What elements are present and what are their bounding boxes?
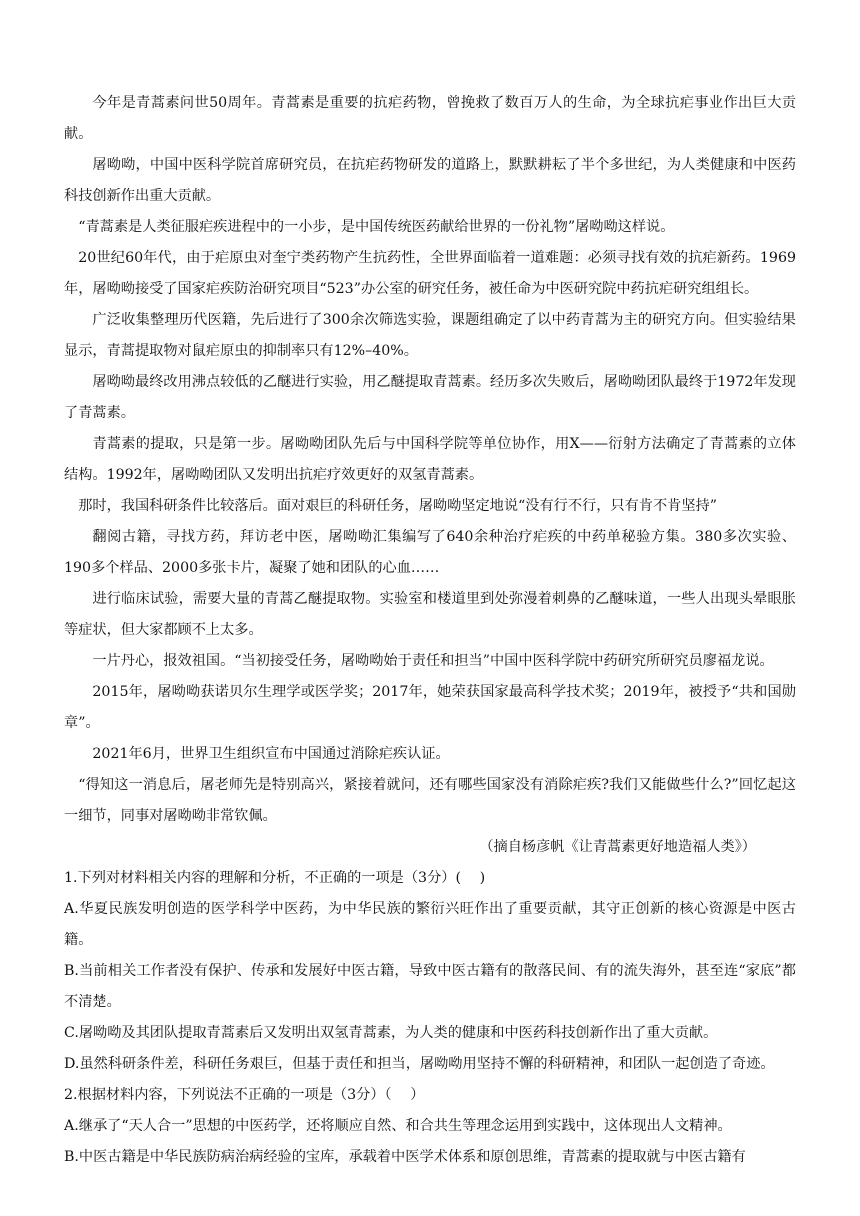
paragraph-awards: 2015年，屠呦呦获诺贝尔生理学或医学奖；2017年，她荣获国家最高科学技术奖；2019年，被授予“共和国勋章”。 <box>64 684 796 731</box>
paragraph-ether: 屠呦呦最终改用沸点较低的乙醚进行实验，用乙醚提取青蒿素。经历多次失败后，屠呦呦团队最终于1972年发现了青蒿素。 <box>64 374 796 421</box>
paragraph-conditions: 那时，我国科研条件比较落后。面对艰巨的科研任务，屠呦呦坚定地说“没有行不行，只有肯不肯坚持” <box>78 498 717 514</box>
paragraph-ancient-books: 翻阅古籍，寻找方药，拜访老中医，屠呦呦汇集编写了640余种治疗疟疾的中药单秘验方集。380多次实验、190多个样品、2000多张卡片，凝聚了她和团队的心血…… <box>64 529 796 576</box>
question-2-option-a: A.继承了“天人合一”思想的中医药学，还将顺应自然、和合共生等理念运用到实践中，这体现出人文精神。 <box>64 1118 732 1134</box>
paragraph-1960s: 20世纪60年代，由于疟原虫对奎宁类药物产生抗药性，全世界面临着一道难题：必须寻找有效的抗疟新药。1969年，屠呦呦接受了国家疟疾防治研究项目“523”办公室的研究任务，被任命为中医研究院中药抗疟研究组组长。 <box>64 250 796 297</box>
paragraph-screening: 广泛收集整理历代医籍，先后进行了300余次筛选实验，课题组确定了以中药青蒿为主的研究方向。但实验结果显示，青蒿提取物对鼠疟原虫的抑制率只有12%–40%。 <box>64 312 796 359</box>
question-1-stem: 1.下列对材料相关内容的理解和分析，不正确的一项是（3分）( ) <box>64 870 486 886</box>
question-1-option-a: A.华夏民族发明创造的医学科学中医药，为中华民族的繁衍兴旺作出了重要贡献，其守正创新的核心资源是中医古籍。 <box>64 901 796 948</box>
question-1 <box>64 863 796 1080</box>
question-1-option-b: B.当前相关工作者没有保护、传承和发展好中医古籍，导致中医古籍有的散落民间、有的流失海外，甚至连“家底”都不清楚。 <box>64 963 796 1010</box>
paragraph-quote-gift: “青蒿素是人类征服疟疾进程中的一小步，是中国传统医药献给世界的一份礼物”屠呦呦这样说。 <box>78 219 675 235</box>
paragraph-devotion: 一片丹心，报效祖国。“当初接受任务，屠呦呦始于责任和担当”中国中医科学院中药研究所研究员廖福龙说。 <box>92 653 774 669</box>
paragraph-who: 2021年6月，世界卫生组织宣布中国通过消除疟疾认证。 <box>92 746 450 762</box>
question-1-option-d: D.虽然科研条件差，科研任务艰巨，但基于责任和担当，屠呦呦用坚持不懈的科研精神，和团队一起创造了奇迹。 <box>64 1056 775 1072</box>
paragraph-tu-youyou: 屠呦呦，中国中医科学院首席研究员，在抗疟药物研发的道路上，默默耕耘了半个多世纪，为人类健康和中医药科技创新作出重大贡献。 <box>64 157 796 204</box>
question-2 <box>64 1080 796 1173</box>
question-2-stem: 2.根据材料内容，下列说法不正确的一项是（3分）（ ） <box>64 1087 425 1103</box>
question-2-option-b: B.中医古籍是中华民族防病治病经验的宝库，承载着中医学术体系和原创思维，青蒿素的提取就与中医古籍有 <box>64 1149 746 1165</box>
paragraph-colleague: “得知这一消息后，屠老师先是特别高兴，紧接着就问，还有哪些国家没有消除疟疾?我们又能做些什么?”回忆起这一细节，同事对屠呦呦非常钦佩。 <box>64 777 796 824</box>
document-page <box>64 88 796 1173</box>
paragraph-clinical: 进行临床试验，需要大量的青蒿乙醚提取物。实验室和楼道里到处弥漫着刺鼻的乙醚味道，一些人出现头晕眼胀等症状，但大家都顾不上太多。 <box>64 591 796 638</box>
article-source: （摘自杨彦帆《让青蒿素更好地造福人类》） <box>479 839 756 855</box>
paragraph-intro: 今年是青蒿素问世50周年。青蒿素是重要的抗疟药物，曾挽救了数百万人的生命，为全球抗疟事业作出巨大贡献。 <box>64 95 796 142</box>
question-1-option-c: C.屠呦呦及其团队提取青蒿素后又发明出双氢青蒿素，为人类的健康和中医药科技创新作出了重大贡献。 <box>64 1025 718 1041</box>
paragraph-structure: 青蒿素的提取，只是第一步。屠呦呦团队先后与中国科学院等单位协作，用X——衍射方法确定了青蒿素的立体结构。1992年，屠呦呦团队又发明出抗疟疗效更好的双氢青蒿素。 <box>64 436 796 483</box>
article-body <box>64 88 796 863</box>
